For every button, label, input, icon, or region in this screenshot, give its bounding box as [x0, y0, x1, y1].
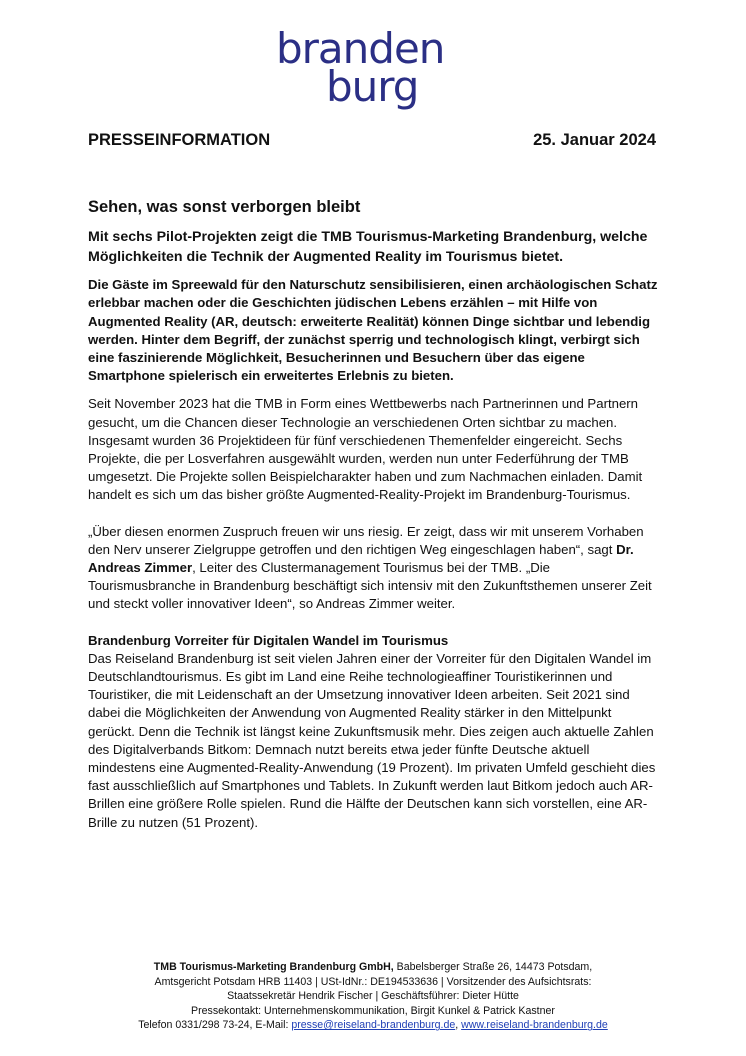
footer-line-4: Pressekontakt: Unternehmenskommunikation, Birgit Kunkel & Patrick Kastner [191, 1004, 555, 1017]
footer-email-link[interactable]: presse@reiseland-brandenburg.de [291, 1019, 456, 1032]
footer-address: Babelsberger Straße 26, 14473 Potsdam, [393, 961, 593, 973]
article-paragraph-1: Seit November 2023 hat die TMB in Form eines Wettbewerbs nach Partnerinnen und Partnern gesucht, um die Chancen dieser Technologie an verschiedenen Orten sichtbar zu machen. Insgesamt wurden 36 Projektideen für fünf verschiedenen Themenfelder eingereicht. Sechs Projekte, die per Losverfahren ausgewählt wurden, werden nun unter Federführung der TMB umgesetzt. Die Projekte sollen Beispielcharakter haben und zum Nachmachen einladen. Damit handelt es sich um das bisher größte Augmented-Reality-Projekt im Brandenburg-Tourismus. [88, 396, 643, 503]
footer-line-2: Amtsgericht Potsdam HRB 11403 | USt-IdNr.: DE194533636 | Vorsitzender des Aufsichtsrats: [154, 975, 592, 988]
brandenburg-logo [274, 26, 474, 116]
logo-text-line2: burg [326, 62, 419, 111]
footer-company: TMB Tourismus-Marketing Brandenburg GmbH, [153, 961, 394, 973]
article-title: Sehen, was sonst verborgen bleibt [88, 198, 361, 216]
section-heading: Brandenburg Vorreiter für Digitalen Wandel im Tourismus [88, 632, 449, 648]
footer-separator: , [455, 1019, 462, 1032]
page-footer [60, 960, 686, 1033]
article-quote-paragraph [88, 523, 658, 614]
article-lead: Die Gäste im Spreewald für den Naturschutz sensibilisieren, einen archäologischen Schatz erlebbar machen oder die Geschichten jüdischen Lebens erzählen – mit Hilfe von Augmented Reality (AR, deutsch: erweiterte Realität) können Dinge sichtbar und lebendig werden. Hinter dem Begriff, der zunächst sperrig und technologisch klingt, verbirgt sich eine faszinierende Möglichkeit, Besucherinnen und Besuchern über das eigene Smartphone spielerisch ein erweitertes Erlebnis zu bieten. [88, 277, 658, 384]
quote-text-part2: , Leiter des Clustermanagement Tourismus bei der TMB. „Die Tourismusbranche in Brandenburg beschäftigt sich intensiv mit den Zukunftsthemen unserer Zeit und steckt voller innovativer Ideen“, so Andreas Zimmer weiter. [88, 560, 652, 612]
article [88, 196, 658, 832]
quote-text-part1: „Über diesen enormen Zuspruch freuen wir uns riesig. Er zeigt, dass wir mit unserem Vorhaben den Nerv unserer Zielgruppe getroffen und den richtigen Weg eingeschlagen haben“, sagt [88, 523, 644, 557]
press-label: PRESSEINFORMATION [88, 131, 271, 149]
press-header [88, 131, 656, 155]
footer-line-5 [60, 1018, 686, 1033]
footer-line-3: Staatssekretär Hendrik Fischer | Geschäftsführer: Dieter Hütte [227, 990, 519, 1003]
logo-text-line1: branden [276, 24, 445, 73]
quote-speaker-name: Dr. Andreas Zimmer [88, 541, 634, 576]
footer-line-1 [60, 960, 686, 975]
footer-phone: Telefon 0331/298 73-24, E-Mail: [138, 1019, 292, 1032]
article-paragraph-3: Das Reiseland Brandenburg ist seit vielen Jahren einer der Vorreiter für den Digitalen Wandel im Deutschlandtourismus. Es gibt im Land eine Reihe technologieaffiner Touristikerinnen und Touristiker, die mit Leidenschaft an der Umsetzung innovativer Ideen arbeiten. Seit 2021 sind dabei die Möglichkeiten der Anwendung von Augmented Reality stärker in den Mittelpunkt gerückt. Denn die Technik ist längst keine Zukunftsmusik mehr. Dies zeigen auch aktuelle Zahlen des Digitalverbands Bitkom: Demnach nutzt bereits etwa jeder fünfte Deutsche aktuell mindestens eine Augmented-Reality-Anwendung (19 Prozent). Im privaten Umfeld geschieht dies fast ausschließlich auf Smartphones und Tablets. In Zukunft werden laut Bitkom jedoch auch AR-Brillen eine größere Rolle spielen. Rund die Hälfte der Deutschen kann sich vorstellen, eine AR-Brille zu nutzen (51 Prozent). [88, 650, 656, 830]
footer-website-link[interactable]: www.reiseland-brandenburg.de [461, 1019, 608, 1032]
article-subtitle: Mit sechs Pilot-Projekten zeigt die TMB Tourismus-Marketing Brandenburg, welche Möglichkeiten die Technik der Augmented Reality im Tourismus bietet. [88, 229, 648, 265]
press-date: 25. Januar 2024 [533, 131, 656, 149]
